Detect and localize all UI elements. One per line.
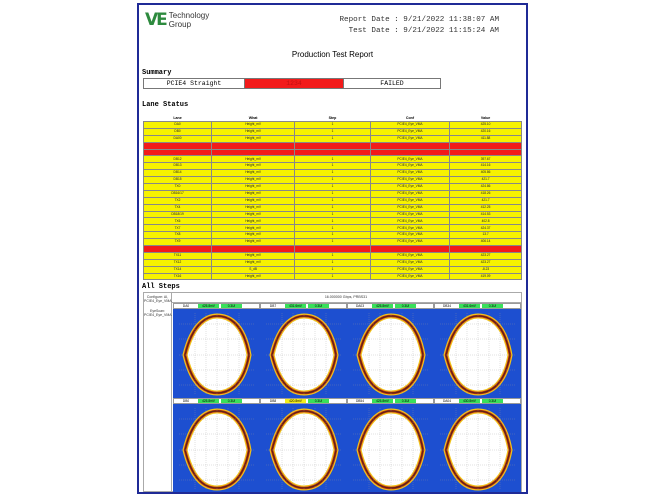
eye-lane-name: DB0: [174, 399, 198, 403]
eye-width-value: 0.3UI: [395, 304, 416, 308]
lane-row: [144, 149, 522, 156]
lane-col-header: Lane: [144, 116, 212, 122]
eye-diagram: [347, 404, 434, 493]
lane-cell-lane: TX2: [144, 197, 212, 204]
lane-cell-step: 1: [295, 204, 371, 211]
lane-cell-value: 412.25: [450, 204, 522, 211]
lane-cell-step: 1: [295, 239, 371, 246]
lane-cell-what: Height_mV: [212, 259, 295, 266]
lane-cell-conf: PCIE4_Eye_VMA: [370, 204, 449, 211]
lane-cell-value: 13.7: [450, 232, 522, 239]
lane-cell-value: 397.67: [450, 156, 522, 163]
lane-cell-lane: DA0: [144, 122, 212, 129]
lane-cell-value: 423.27: [450, 252, 522, 259]
lane-cell-conf: PCIE4_Eye_VMA: [370, 218, 449, 225]
lane-cell-step: 1: [295, 184, 371, 191]
eye-width-value: 0.3UI: [482, 399, 503, 403]
lane-row: [144, 197, 522, 204]
lane-cell-lane: TX14: [144, 266, 212, 273]
lane-row: [144, 232, 522, 239]
lane-cell-lane: TX7: [144, 225, 212, 232]
test-date: Test Date : 9/21/2022 11:15:24 AM: [348, 27, 499, 35]
lane-cell-value: 424.86: [450, 184, 522, 191]
lane-cell-conf: PCIE4_Eye_VMA: [370, 246, 449, 253]
lane-cell-conf: PCIE4_Eye_VMA: [370, 163, 449, 170]
lane-cell-step: 1: [295, 252, 371, 259]
lane-row: [144, 266, 522, 273]
lane-row: [144, 204, 522, 211]
lane-cell-lane: DB16/17: [144, 190, 212, 197]
lane-cell-step: 1: [295, 170, 371, 177]
lane-cell-what: Height_mV: [212, 156, 295, 163]
lane-cell-conf: PCIE4_Eye_VMA: [370, 142, 449, 149]
eye-height-value: 430.8mV: [459, 399, 480, 403]
lane-cell-value: 0: [450, 149, 522, 156]
eye-panel: [347, 398, 434, 493]
lane-cell-value: 414.16: [450, 163, 522, 170]
eye-lane-name: DB34: [435, 304, 459, 308]
lane-cell-conf: PCIE4_Eye_VMA: [370, 128, 449, 135]
lane-cell-lane: TX6: [144, 218, 212, 225]
lane-cell-step: 1: [295, 163, 371, 170]
lane-row: [144, 239, 522, 246]
lane-cell-lane: DB12: [144, 156, 212, 163]
lane-cell-lane: DB0: [144, 128, 212, 135]
lane-row: [144, 170, 522, 177]
lane-cell-value: 402.8: [450, 218, 522, 225]
eye-diagram: [434, 404, 521, 493]
lane-col-header: Conf: [370, 116, 449, 122]
lane-row: [144, 128, 522, 135]
eye-diagram: [347, 309, 434, 398]
eye-panel: [173, 303, 260, 398]
lane-cell-what: Height_mV: [212, 163, 295, 170]
eye-width-value: 0.3UI: [221, 399, 242, 403]
lane-cell-step: 1: [295, 211, 371, 218]
lane-cell-lane: DB15: [144, 177, 212, 184]
eye-panel: [434, 303, 521, 398]
eye-height-value: 425.8mV: [198, 304, 219, 308]
lane-cell-conf: PCIE4_Eye_VMA: [370, 239, 449, 246]
lane-cell-value: 424.37: [450, 225, 522, 232]
lane-cell-conf: PCIE4_Eye_VMA: [370, 225, 449, 232]
lane-row: [144, 122, 522, 129]
lane-cell-step: 1: [295, 246, 371, 253]
lane-cell-conf: PCIE4_Eye_VMA: [370, 135, 449, 142]
lane-cell-step: 1: [295, 266, 371, 273]
eye-diagram: [434, 309, 521, 398]
lane-cell-what: Height_mV: [212, 239, 295, 246]
eye-width-value: 0.3UI: [395, 399, 416, 403]
lane-cell-conf: PCIE4_Eye_VMA: [370, 190, 449, 197]
lane-cell-value: 411.88: [450, 135, 522, 142]
lane-cell-value: 0: [450, 246, 522, 253]
lane-col-header: Step: [295, 116, 371, 122]
lane-cell-what: Height_mV: [212, 170, 295, 177]
lane-cell-conf: PCIE4_Eye_VMA: [370, 252, 449, 259]
lane-cell-conf: PCIE4_Eye_VMA: [370, 259, 449, 266]
summary-heading: Summary: [142, 69, 172, 77]
lane-cell-lane: DB13: [144, 163, 212, 170]
all-steps-heading: All Steps: [142, 283, 180, 291]
eye-width-value: 0.3UI: [308, 399, 329, 403]
lane-cell-conf: PCIE4_Eye_VMA: [370, 177, 449, 184]
lane-cell-what: Height_mV: [212, 246, 295, 253]
lane-cell-what: Height_mV: [212, 232, 295, 239]
lane-row: [144, 156, 522, 163]
lane-cell-lane: DB18/19: [144, 211, 212, 218]
lane-cell-value: 405.86: [450, 170, 522, 177]
lane-cell-what: Height_mV: [212, 190, 295, 197]
steps-header: 16.000000 Gbps, PRBS31: [171, 293, 521, 303]
lane-cell-step: 1: [295, 135, 371, 142]
eye-panel: [173, 398, 260, 493]
lane-cell-lane: TX11: [144, 252, 212, 259]
eye-panel: [260, 398, 347, 493]
lane-cell-value: 419.09: [450, 273, 522, 280]
logo-mark: VE: [145, 9, 166, 30]
lane-cell-conf: PCIE4_Eye_VMA: [370, 273, 449, 280]
eye-diagram: [260, 404, 347, 493]
lane-cell-lane: DB0: [144, 142, 212, 149]
lane-row: [144, 190, 522, 197]
lane-cell-lane: TX16: [144, 273, 212, 280]
lane-cell-what: Height_mV: [212, 184, 295, 191]
summary-name: PCIE4 Straight: [144, 79, 245, 88]
lane-cell-what: Height_mV: [212, 128, 295, 135]
lane-cell-step: 1: [295, 232, 371, 239]
lane-cell-conf: PCIE4_Eye_VMA: [370, 232, 449, 239]
lane-cell-value: 414.53: [450, 211, 522, 218]
lane-cell-what: Height_mV: [212, 177, 295, 184]
lane-cell-value: -8.23: [450, 266, 522, 273]
lane-cell-step: 1: [295, 190, 371, 197]
report-date: Report Date : 9/21/2022 11:38:07 AM: [339, 16, 499, 24]
company-logo: [145, 11, 209, 29]
lane-row: [144, 142, 522, 149]
lane-cell-what: Height_mV: [212, 211, 295, 218]
lane-cell-lane: DA01: [144, 149, 212, 156]
lane-cell-step: 1: [295, 259, 371, 266]
lane-row: [144, 225, 522, 232]
steps-eyescan-label: EyeScan: PCIE4_Eye_VMA: [144, 309, 172, 317]
summary-result: FAILED: [380, 80, 404, 87]
eye-width-value: 0.3UI: [482, 304, 503, 308]
lane-cell-step: 1: [295, 156, 371, 163]
lane-row: [144, 246, 522, 253]
lane-cell-lane: TX4: [144, 204, 212, 211]
lane-cell-value: 418.26: [450, 190, 522, 197]
lane-row: [144, 252, 522, 259]
lane-row: [144, 218, 522, 225]
summary-row: [143, 78, 441, 89]
eye-height-value: 431.6mV: [459, 304, 480, 308]
lane-cell-what: Height_mV: [212, 142, 295, 149]
lane-cell-value: 421.7: [450, 197, 522, 204]
eye-lane-name: DB8: [261, 399, 285, 403]
lane-row: [144, 184, 522, 191]
logo-line2: Group: [168, 20, 192, 29]
eye-width-value: 0.3UI: [221, 304, 242, 308]
lane-row: [144, 177, 522, 184]
lane-cell-conf: PCIE4_Eye_VMA: [370, 149, 449, 156]
eye-panel: [434, 398, 521, 493]
lane-cell-what: Height_mV: [212, 204, 295, 211]
report-page: [137, 3, 528, 494]
lane-cell-lane: TX12: [144, 259, 212, 266]
lane-cell-lane: DB14: [144, 170, 212, 177]
eye-lane-name: DB7: [261, 304, 285, 308]
lane-cell-conf: PCIE4_Eye_VMA: [370, 266, 449, 273]
lane-cell-conf: PCIE4_Eye_VMA: [370, 156, 449, 163]
lane-cell-value: 420.16: [450, 128, 522, 135]
lane-cell-what: S_dB: [212, 149, 295, 156]
lane-row: [144, 163, 522, 170]
eye-panel: [260, 303, 347, 398]
lane-row: [144, 273, 522, 280]
lane-cell-conf: PCIE4_Eye_VMA: [370, 211, 449, 218]
lane-cell-step: 1: [295, 197, 371, 204]
lane-cell-what: Height_mV: [212, 252, 295, 259]
lane-cell-what: Height_mV: [212, 135, 295, 142]
lane-cell-what: Height_mV: [212, 218, 295, 225]
eye-diagram: [173, 309, 260, 398]
eye-height-value: 425.8mV: [372, 304, 393, 308]
lane-cell-step: 1: [295, 149, 371, 156]
lane-cell-value: 421.7: [450, 177, 522, 184]
lane-cell-lane: DA00: [144, 135, 212, 142]
lane-cell-what: Height_mV: [212, 122, 295, 129]
eye-panel: [347, 303, 434, 398]
lane-cell-step: 1: [295, 122, 371, 129]
lane-cell-what: Height_mV: [212, 197, 295, 204]
steps-configure-label: Configure: AI, PCIE4_Eye_VMA: [144, 295, 172, 303]
lane-cell-conf: PCIE4_Eye_VMA: [370, 184, 449, 191]
lane-cell-lane: TX10: [144, 246, 212, 253]
lane-cell-step: 1: [295, 273, 371, 280]
lane-cell-what: S_dB: [212, 266, 295, 273]
eye-lane-name: DB54: [348, 399, 372, 403]
lane-cell-conf: PCIE4_Eye_VMA: [370, 170, 449, 177]
lane-cell-lane: TX8: [144, 232, 212, 239]
lane-cell-value: 425.10: [450, 122, 522, 129]
lane-cell-conf: PCIE4_Eye_VMA: [370, 122, 449, 129]
eye-diagram: [173, 404, 260, 493]
lane-cell-step: 1: [295, 128, 371, 135]
eye-lane-name: DA03: [348, 304, 372, 308]
lane-row: [144, 211, 522, 218]
lane-cell-step: 1: [295, 225, 371, 232]
lane-status-heading: Lane Status: [142, 101, 189, 109]
logo-line1: Technology: [168, 11, 210, 20]
lane-col-header: Value: [450, 116, 522, 122]
eye-height-value: 425.8mV: [198, 399, 219, 403]
eye-lane-name: DA0: [174, 304, 198, 308]
lane-cell-what: Height_mV: [212, 225, 295, 232]
summary-code: 1234: [245, 79, 344, 88]
lane-row: [144, 135, 522, 142]
lane-cell-value: 423.27: [450, 259, 522, 266]
lane-cell-lane: TX9: [144, 239, 212, 246]
lane-cell-value: 406.14: [450, 239, 522, 246]
lane-row: [144, 259, 522, 266]
eye-height-value: 420.8mV: [285, 399, 306, 403]
steps-labels: [144, 293, 172, 491]
lane-cell-lane: TX0: [144, 184, 212, 191]
report-dates: [340, 15, 500, 37]
eye-height-value: 425.8mV: [372, 399, 393, 403]
lane-cell-step: 1: [295, 218, 371, 225]
lane-cell-step: 1: [295, 142, 371, 149]
eye-lane-name: DA04: [435, 399, 459, 403]
lane-cell-value: 0: [450, 142, 522, 149]
all-steps-grid: [143, 292, 522, 492]
lane-cell-step: 1: [295, 177, 371, 184]
eye-height-value: 431.6mV: [285, 304, 306, 308]
lane-col-header: What: [212, 116, 295, 122]
lane-cell-conf: PCIE4_Eye_VMA: [370, 197, 449, 204]
report-title: Production Test Report: [291, 50, 374, 59]
lane-status-table: [143, 116, 522, 280]
eye-width-value: 0.3UI: [308, 304, 329, 308]
eye-diagram: [260, 309, 347, 398]
lane-cell-what: Height_mV: [212, 273, 295, 280]
